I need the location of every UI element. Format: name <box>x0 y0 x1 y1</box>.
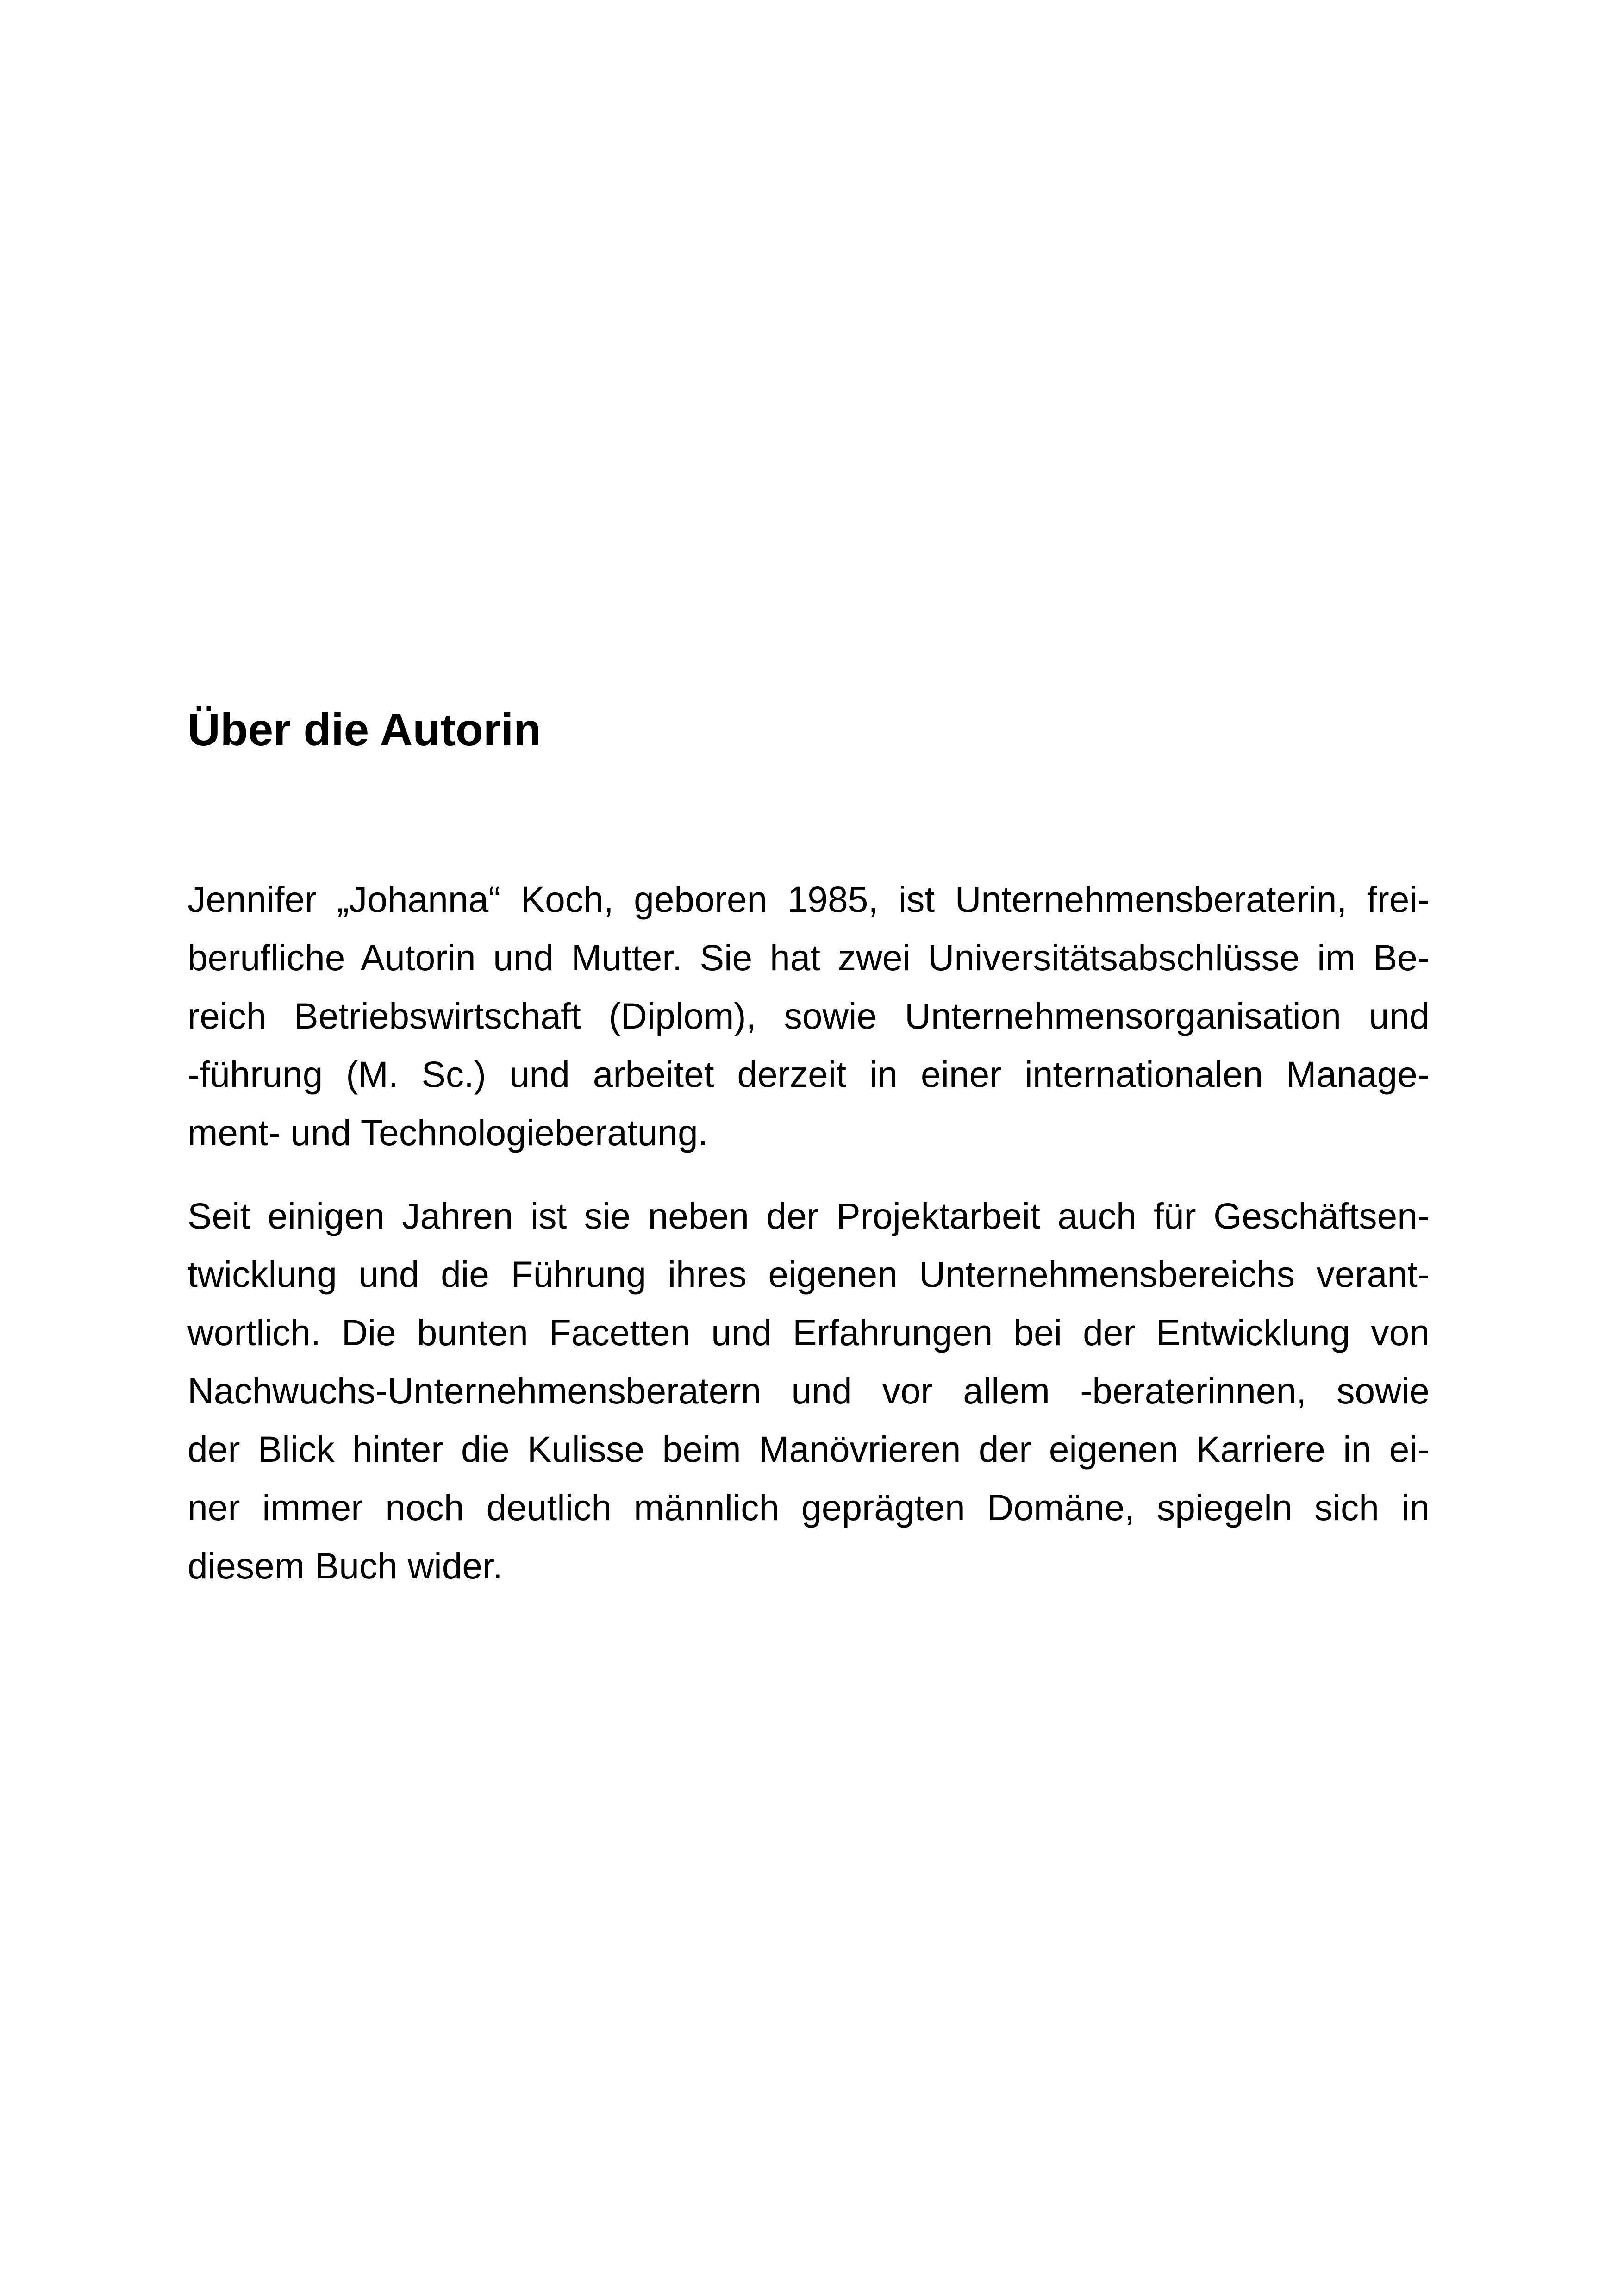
text-line: ment- und Technologieberatung. <box>187 1112 708 1153</box>
text-line: ner immer noch deutlich männlich geprägten Domäne, spiegeln sich in <box>187 1487 1430 1528</box>
text-line: wortlich. Die bunten Facetten und Erfahrungen bei der Entwicklung von <box>187 1312 1430 1353</box>
text-line: diesem Buch wider. <box>187 1546 503 1586</box>
text-line: twicklung und die Führung ihres eigenen Unternehmensbereichs verant- <box>187 1254 1430 1295</box>
text-line: berufliche Autorin und Mutter. Sie hat zwei Universitätsabschlüsse im Be- <box>187 937 1430 978</box>
paragraph-1 <box>187 870 1430 1162</box>
text-line: Seit einigen Jahren ist sie neben der Projektarbeit auch für Geschäftsen- <box>187 1196 1430 1236</box>
text-line: reich Betriebswirtschaft (Diplom), sowie Unternehmensorganisation und <box>187 996 1430 1036</box>
text-line: Nachwuchs-Unternehmensberatern und vor allem -beraterinnen, sowie <box>187 1371 1430 1411</box>
paragraph-2 <box>187 1187 1430 1595</box>
text-line: Jennifer „Johanna“ Koch, geboren 1985, ist Unternehmensberaterin, frei- <box>187 879 1430 920</box>
page-title: Über die Autorin <box>187 704 542 755</box>
text-line: der Blick hinter die Kulisse beim Manövrieren der eigenen Karriere in ei- <box>187 1429 1430 1470</box>
text-line: -führung (M. Sc.) und arbeitet derzeit in einer internationalen Manage- <box>187 1054 1430 1095</box>
body-text <box>187 870 1430 1620</box>
